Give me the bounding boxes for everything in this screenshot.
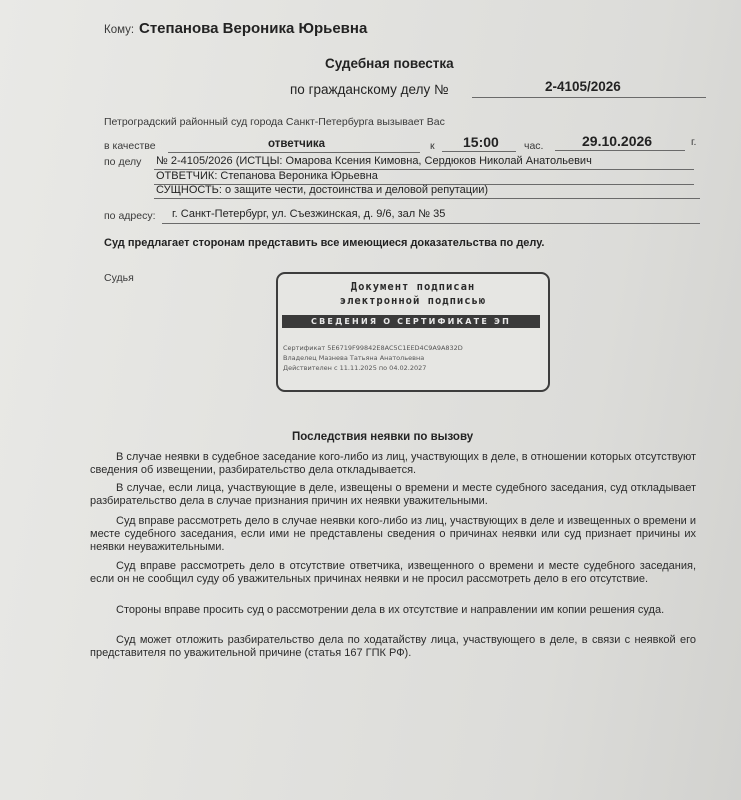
role-underline <box>168 152 420 153</box>
address-value: г. Санкт-Петербург, ул. Съезжинская, д. 9/6, зал № 35 <box>172 208 446 220</box>
stamp-certificate-bar: СВЕДЕНИЯ О СЕРТИФИКАТЕ ЭП <box>282 315 540 328</box>
recipient-name: Степанова Вероника Юрьевна <box>139 20 368 37</box>
time-underline <box>442 151 516 152</box>
to-label: Кому: <box>104 24 135 36</box>
case-prefix: по гражданскому делу № <box>290 82 449 97</box>
date-value: 29.10.2026 <box>582 133 653 149</box>
consequences-paragraph-2: В случае, если лица, участвующие в деле, извещены о времени и месте судебного заседания, суд откладывает разбирательство дела в случае признания причин их неявки уважительными. <box>90 482 696 507</box>
stamp-certificate: Сертификат 5E6719F99842E8AC5C1EED4C9A9A832D <box>283 344 463 352</box>
year-label: г. <box>691 136 697 148</box>
electronic-signature-stamp <box>276 272 550 392</box>
consequences-paragraph-5: Стороны вправе просить суд о рассмотрении дела в их отсутствие и направлении им копии решения суда. <box>116 604 665 616</box>
at-label: к <box>430 140 435 152</box>
case-line-3: СУЩНОСТЬ: о защите чести, достоинства и деловой репутации) <box>156 184 489 196</box>
stamp-line-2: электронной подписью <box>339 295 487 307</box>
case-label: по делу <box>104 156 142 168</box>
consequences-heading: Последствия неявки по вызову <box>292 431 474 443</box>
time-value: 15:00 <box>463 134 499 150</box>
stamp-line-1: Документ подписан <box>350 281 476 293</box>
case-line-2: ОТВЕТЧИК: Степанова Вероника Юрьевна <box>156 170 378 182</box>
case-number-underline <box>472 97 706 98</box>
judge-label: Судья <box>104 272 134 284</box>
address-underline <box>162 223 700 224</box>
date-underline <box>555 150 685 151</box>
evidence-notice: Суд предлагает сторонам представить все имеющиеся доказательства по делу. <box>104 237 545 249</box>
case-line-1: № 2-4105/2026 (ИСТЦЫ: Омарова Ксения Кимовна, Сердюков Николай Анатольевич <box>156 155 592 167</box>
case-line-3-underline <box>154 198 700 199</box>
consequences-paragraph-1: В случае неявки в судебное заседание кого-либо из лиц, участвующих в деле, в отношении которых отсутствуют сведения об извещении, разбирательство дела откладывается. <box>90 451 696 476</box>
role-label: в качестве <box>104 140 156 152</box>
court-summons-text: Петроградский районный суд города Санкт-Петербурга вызывает Вас <box>104 116 445 128</box>
consequences-paragraph-6: Суд может отложить разбирательство дела по ходатайству лица, участвующего в деле, в связи с неявкой его представителя по уважительной причине (статья 167 ГПК РФ). <box>90 634 696 659</box>
address-label: по адресу: <box>104 210 156 222</box>
document-title: Судебная повестка <box>325 56 454 71</box>
consequences-paragraph-3: Суд вправе рассмотреть дело в случае неявки кого-либо из лиц, участвующих в деле и извещенных о времени и месте судебного заседания, если ими не представлены сведения о причинах неявки или суд признает причины их неявки неуважительными. <box>90 515 696 553</box>
hour-label: час. <box>524 140 544 152</box>
consequences-paragraph-4: Суд вправе рассмотреть дело в отсутствие ответчика, извещенного о времени и месте судебного заседания, если он не сообщил суду об уважительных причинах неявки и не просил рассмотреть дело в его отсутствие. <box>90 560 696 585</box>
role-value: ответчика <box>268 138 326 150</box>
stamp-validity: Действителен с 11.11.2025 по 04.02.2027 <box>283 364 427 372</box>
stamp-owner: Владелец Мазнева Татьяна Анатольевна <box>283 354 425 362</box>
case-number: 2-4105/2026 <box>545 79 621 94</box>
